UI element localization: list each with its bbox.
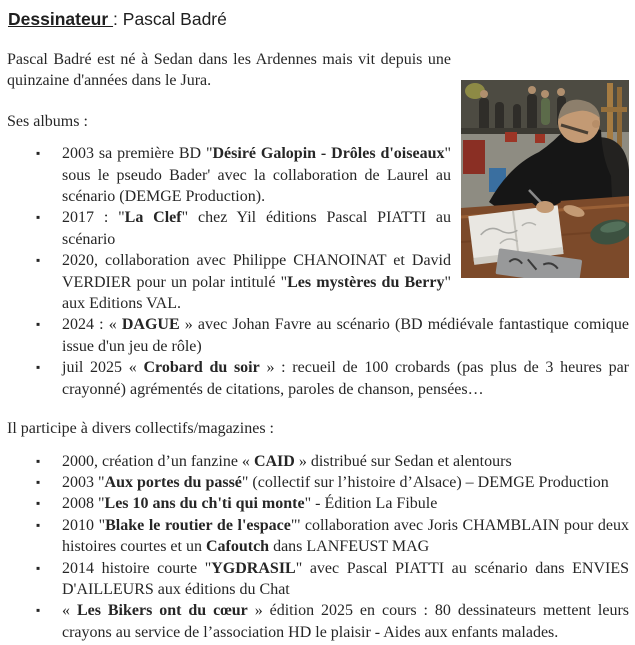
text-segment: dans LANFEUST MAG <box>269 538 430 556</box>
list-item <box>7 250 629 314</box>
text-segment: juil 2025 « <box>62 359 144 377</box>
list-item <box>7 558 629 601</box>
list-item <box>7 600 629 643</box>
list-item <box>7 515 629 558</box>
text-segment: YGDRASIL <box>211 559 296 577</box>
text-segment: Les Bikers ont du cœur <box>76 602 248 620</box>
easel <box>607 83 613 147</box>
text-segment: " avec Pascal PIATTI au scénario dans ENVIES D'AILLEURS aux éditions du Chat <box>62 559 629 598</box>
text-segment: Blake le routier de l'espace <box>105 516 291 534</box>
text-segment: 2024 : « <box>62 316 122 334</box>
text-segment: 2014 histoire courte " <box>62 559 212 577</box>
text-segment: 2003 sa première BD " <box>62 145 213 163</box>
text-segment: 2003 " <box>62 473 105 491</box>
collectifs-list <box>7 451 629 644</box>
list-item <box>7 207 629 250</box>
text-segment: Cafoutch <box>205 538 270 556</box>
albums-list <box>7 143 629 400</box>
text-segment: Dessinateur <box>8 9 114 29</box>
text-segment: » distribué sur Sedan et alentours <box>294 452 512 470</box>
text-segment: 2010 " <box>62 516 106 534</box>
text-segment: DAGUE <box>121 316 180 334</box>
text-segment: " sous le pseudo Bader' avec la collaboration de Laurel au scénario (DEMGE Production). <box>62 145 451 206</box>
list-item <box>7 451 629 472</box>
text-segment: » avec Johan Favre au scénario (BD médiévale fantastique comique issue d'un jeu de rôle) <box>62 316 629 355</box>
text-segment: Désiré Galopin - Drôles d'oiseaux <box>212 145 445 163</box>
text-segment: La Clef <box>124 209 182 227</box>
text-segment: 2008 " <box>62 495 105 513</box>
list-item <box>7 143 629 207</box>
text-segment: 2000, création d’un fanzine « <box>62 452 254 470</box>
list-item <box>7 314 629 357</box>
albums-heading: Ses albums : <box>7 112 88 130</box>
text-segment: 2017 : " <box>62 209 125 227</box>
text-segment: » : recueil de 100 crobards (pas plus de 3 heures par crayonné) agrémentés de citations, paroles de chanson, pensées… <box>62 359 630 398</box>
text-segment: » édition 2025 en cours : 80 dessinateurs mettent leurs crayons au service de l’association HD le plaisir - Aides aux enfants malades. <box>62 602 630 641</box>
page-title <box>8 8 629 30</box>
text-segment: « <box>62 602 77 620</box>
text-segment: " (collectif sur l’histoire d’Alsace) – DEMGE Production <box>241 473 609 491</box>
text-segment: CAID <box>253 452 295 470</box>
text-segment: Les 10 ans du ch'ti qui monte <box>104 495 305 513</box>
list-item <box>7 357 629 400</box>
text-segment: : Pascal Badré <box>113 9 227 29</box>
text-segment: " - Édition La Fibule <box>304 495 438 513</box>
text-segment: " aux Editions VAL. <box>62 273 451 313</box>
text-segment: " chez Yil éditions Pascal PIATTI au scénario <box>62 209 452 248</box>
collectifs-heading: Il participe à divers collectifs/magazines : <box>7 420 274 438</box>
list-item <box>7 493 629 514</box>
text-segment: 2020, collaboration avec Philippe CHANOINAT et David VERDIER pour un polar intitulé " <box>62 252 451 291</box>
text-segment: "' collaboration avec Joris CHAMBLAIN pour deux histoires courtes et un <box>62 516 630 556</box>
text-segment: Crobard du soir <box>143 359 260 377</box>
list-item <box>7 472 629 493</box>
text-segment: Aux portes du passé <box>104 473 242 491</box>
intro-paragraph: Pascal Badré est né à Sedan dans les Ardennes mais vit depuis une quinzaine d'années dans le Jura. <box>7 51 451 90</box>
text-segment: Les mystères du Berry <box>287 273 445 291</box>
